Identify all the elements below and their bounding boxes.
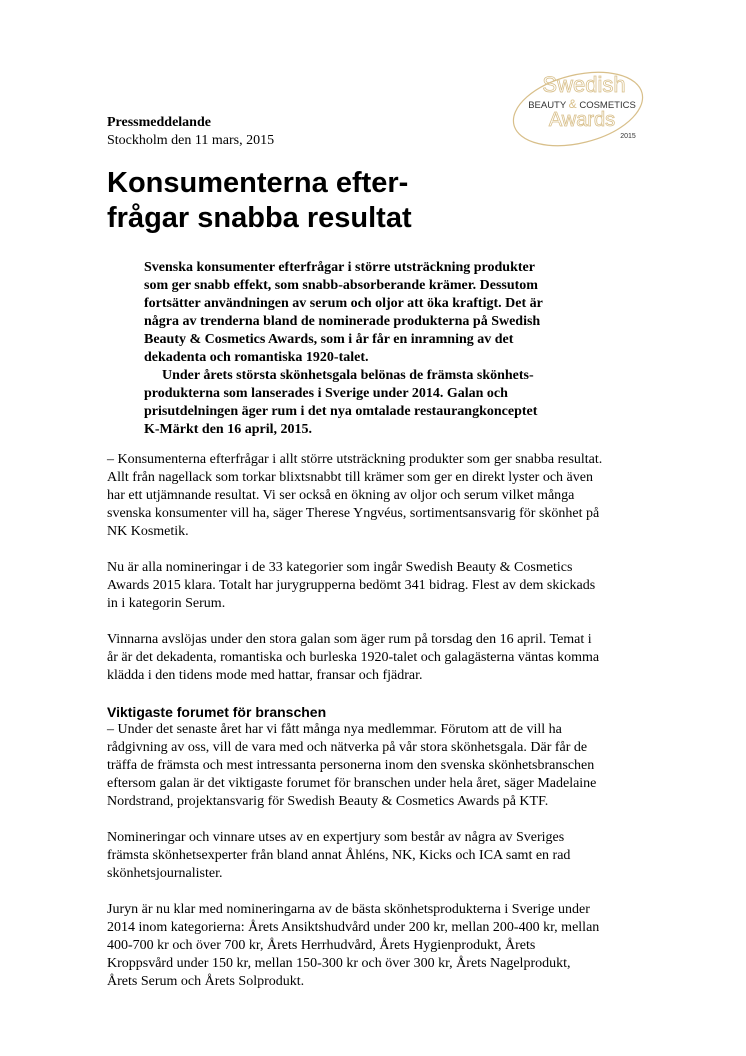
press-header — [107, 114, 274, 150]
title-line-2: frågar snabba resultat — [107, 202, 412, 234]
page-title — [107, 166, 607, 236]
body-paragraph-5 — [107, 829, 647, 883]
body-line: Nordstrand, projektansvarig för Swedish Beauty & Cosmetics Awards på KTF. — [107, 794, 549, 809]
body-line: Kroppsvård under 150 kr, mellan 150-300 kr och över 300 kr, Årets Nagelprodukt, — [107, 956, 571, 971]
body-line: träffa de främsta och mest intressanta personerna inom den svenska skönhetsbranschen — [107, 758, 595, 773]
logo-cosmetics-text: COSMETICS — [579, 100, 636, 111]
body-paragraph-2 — [107, 559, 647, 613]
body-paragraph-3 — [107, 631, 647, 685]
body-line: Årets Serum och Årets Solprodukt. — [107, 974, 305, 989]
body-line: – Konsumenterna efterfrågar i allt större utsträckning produkter som ger snabba resultat. — [107, 452, 603, 467]
article-body — [107, 451, 647, 1009]
body-line: in i kategorin Serum. — [107, 596, 226, 611]
body-line: skönhetsjournalister. — [107, 866, 223, 881]
body-line: eftersom galan är det viktigaste forumet för branschen under hela året, säger Madelaine — [107, 776, 597, 791]
logo-year-text: 2015 — [620, 133, 636, 140]
body-line: Vinnarna avslöjas under den stora galan som äger rum på torsdag den 16 april. Temat i — [107, 632, 592, 647]
body-line: Juryn är nu klar med nomineringarna av de bästa skönhetsprodukterna i Sverige under — [107, 902, 590, 917]
body-paragraph-4 — [107, 721, 647, 811]
body-line: – Under det senaste året har vi fått många nya medlemmar. Förutom att de vill ha — [107, 722, 562, 737]
body-line: främsta skönhetsexperter från bland annat Åhléns, NK, Kicks och ICA samt en rad — [107, 848, 571, 863]
body-line: Nu är alla nomineringar i de 33 kategorier som ingår Swedish Beauty & Cosmetics — [107, 560, 573, 575]
lead-line-text: Under årets största skönhetsgala belönas de främsta skönhets- — [162, 368, 534, 383]
body-line: år är det dekadenta, romantiska och burleska 1920-talet och galagästerna väntas komma — [107, 650, 600, 665]
body-line: svenska konsumenter vill ha, säger Therese Yngvéus, sortimentsansvarig för skönhet på — [107, 506, 600, 521]
title-line-1: Konsumenterna efter- — [107, 167, 409, 199]
lead-line: som ger snabb effekt, som snabb-absorberande krämer. Dessutom — [144, 278, 538, 293]
body-line: 2014 inom kategorierna: Årets Ansiktshudvård under 200 kr, mellan 200-400 kr, mellan — [107, 920, 600, 935]
body-line: 400-700 kr och över 700 kr, Årets Herrhudvård, Årets Hygienprodukt, Årets — [107, 938, 536, 953]
section-subheading: Viktigaste forumet för branschen — [107, 704, 327, 720]
awards-logo — [508, 68, 648, 150]
lead-line: K-Märkt den 16 april, 2015. — [144, 422, 312, 437]
lead-line: dekadenta och romantiska 1920-talet. — [144, 350, 369, 365]
body-paragraph-1 — [107, 451, 647, 541]
body-line: NK Kosmetik. — [107, 524, 189, 539]
body-line: har ett utjämnande resultat. Vi ser också en ökning av oljor och serum vilket många — [107, 488, 575, 503]
lead-line: några av trenderna bland de nominerade produkterna på Swedish — [144, 314, 541, 329]
awards-logo-graphic — [508, 68, 648, 150]
dateline: Stockholm den 11 mars, 2015 — [107, 133, 275, 148]
logo-awards-text: Awards — [548, 109, 616, 131]
body-line: Allt från nagellack som torkar blixtsnabbt till krämer som ger en direkt lyster och även — [107, 470, 593, 485]
press-release-label: Pressmeddelande — [107, 115, 211, 130]
lead-line: prisutdelningen äger rum i det nya omtalade restaurangkonceptet — [144, 404, 538, 419]
body-line: rådgivning av oss, vill de vara med och nätverka på vår stora skönhetsgala. Där får de — [107, 740, 588, 755]
lead-paragraph — [144, 259, 584, 439]
lead-line: produkterna som lanserades i Sverige under 2014. Galan och — [144, 386, 508, 401]
lead-line: Svenska konsumenter efterfrågar i större utsträckning produkter — [144, 260, 535, 275]
lead-line: Beauty & Cosmetics Awards, som i år får en inramning av det — [144, 332, 514, 347]
lead-line: fortsätter användningen av serum och oljor att öka kraftigt. Det är — [144, 296, 543, 311]
logo-swedish-text: Swedish — [542, 72, 626, 97]
body-line: klädda i den tidens mode med hattar, fransar och fjädrar. — [107, 668, 423, 683]
body-paragraph-6 — [107, 901, 647, 991]
body-line: Awards 2015 klara. Totalt har jurygrupperna bedömt 341 bidrag. Flest av dem skickads — [107, 578, 596, 593]
logo-beauty-text: BEAUTY — [528, 100, 567, 111]
body-line: Nomineringar och vinnare utses av en expertjury som består av några av Sveriges — [107, 830, 565, 845]
lead-line — [144, 367, 584, 385]
logo-amp-text: & — [568, 97, 577, 111]
